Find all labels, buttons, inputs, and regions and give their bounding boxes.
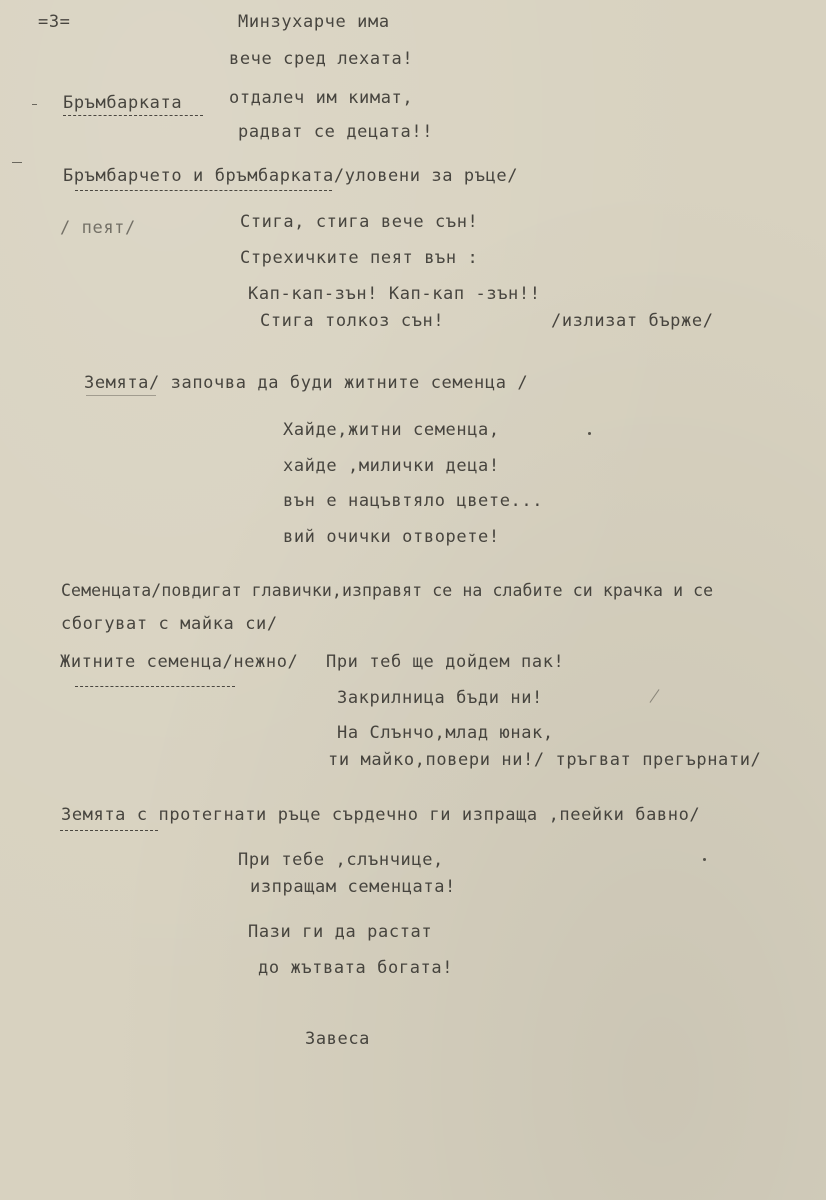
stage-direction: Земята с протегнати ръце сърдечно ги изпраща ,пеейки бавно/ [61,805,701,825]
text-line: до жътвата богата! [258,958,454,978]
speaker-underline [63,115,203,116]
text-line: изпращам семенцата! [250,877,456,897]
text-line: Стрехичките пеят вън : [240,248,479,268]
pen-mark [650,689,660,703]
text-line: Стига толкоз сън! [260,311,445,331]
speaker-name: Житните семенца/нежно/ [60,652,299,672]
text-line: отдалеч им кимат, [229,88,414,108]
speaker-underline [75,686,235,687]
text-line: На Слънчо,млад юнак, [337,723,554,743]
speaker-underline [75,190,332,191]
text-line: вън е нацъвтяло цвете... [283,491,544,511]
text-line: При тебе ,слънчице, [238,850,444,870]
text-line: Пази ги да растат [248,922,433,942]
stage-direction: сбогуват с майка си/ [61,614,278,634]
stage-direction: Семенцата/повдигат главички,изправят се на слабите си крачка и се [61,581,714,600]
text-line: Хайде,житни семенца, [283,420,500,440]
text-line: вече сред лехата! [229,49,414,69]
text-line: При теб ще дойдем пак! [326,652,565,672]
text-line: ти майко,повери ни!/ тръгват прегърнати/ [328,750,762,770]
speaker-underline [86,395,156,396]
ink-speck [588,432,591,435]
text-line: радват се децата!! [238,122,434,142]
margin-mark [12,162,22,163]
ink-speck [703,858,706,861]
speaker-underline [60,830,158,831]
margin-mark [32,104,37,105]
stage-direction: / пеят/ [60,218,136,238]
stage-direction: /излизат бърже/ [551,311,714,331]
text-line: Минзухарче има [238,12,390,32]
speaker-name: Бръмбарката [63,93,183,113]
text-line: хайде ,милички деца! [283,456,500,476]
text-line: вий очички отворете! [283,527,500,547]
text-line: Стига, стига вече сън! [240,212,479,232]
page-number: =3= [38,12,71,32]
stage-direction: Бръмбарчето и бръмбарката/уловени за ръце/ [63,166,519,186]
curtain-label: Завеса [305,1029,371,1049]
text-line: Закрилница бъди ни! [337,688,543,708]
stage-direction: Земята/ започва да буди житните семенца / [84,373,529,393]
text-line: Кап-кап-зън! Кап-кап -зън!! [248,284,541,304]
